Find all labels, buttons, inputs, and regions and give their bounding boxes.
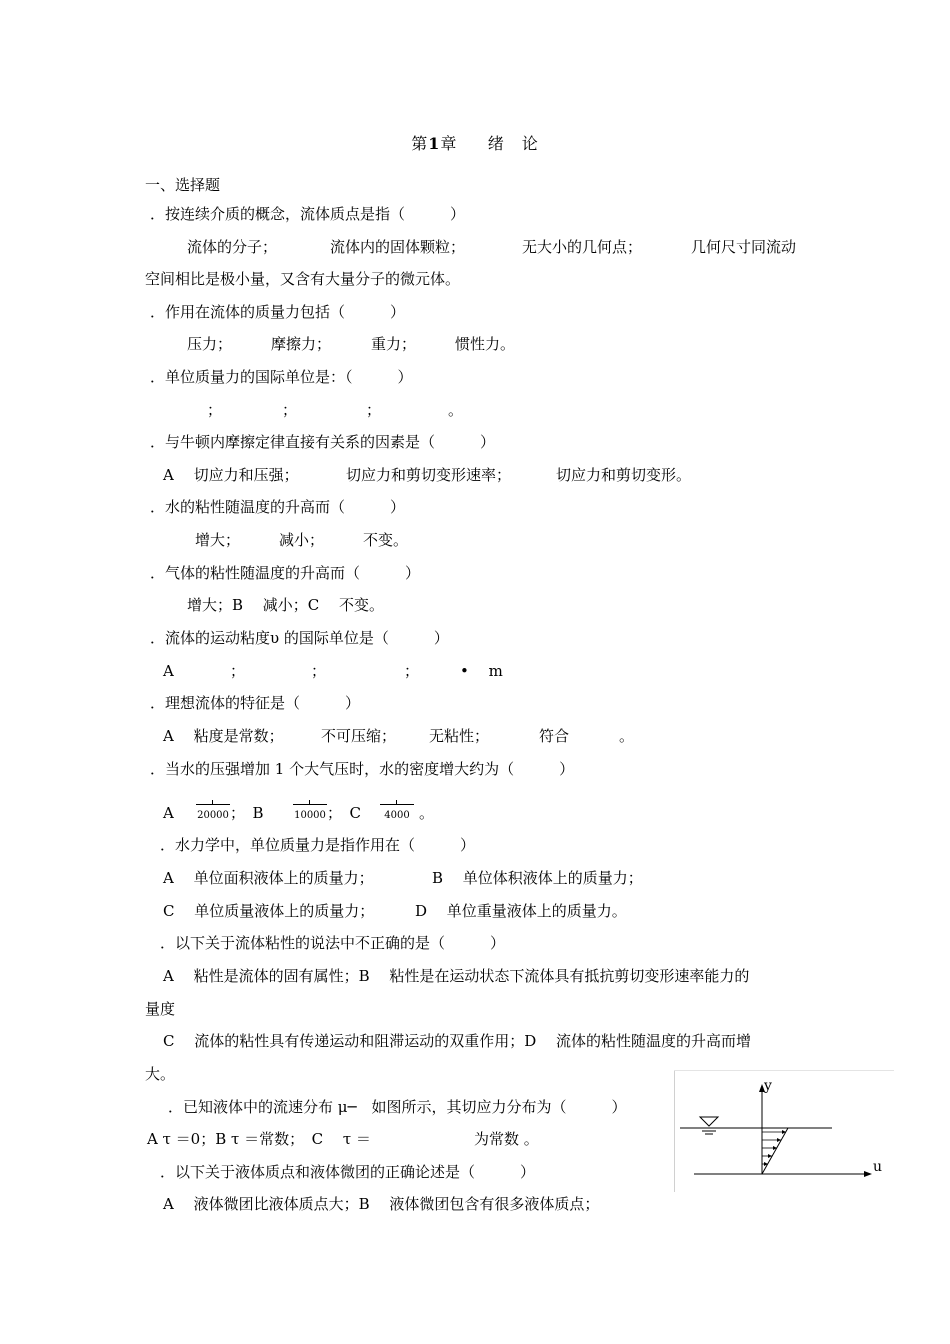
question-9: ．当水的压强增加 1 个大气压时，水的密度增大约为（ ） (150, 760, 575, 778)
q6-options: 增大；B 减小；C 不变。 (187, 596, 385, 614)
q1-option-c: 无大小的几何点； (522, 238, 643, 256)
question-7: ．流体的运动粘度υ 的国际单位是（ ） (150, 629, 449, 647)
q9-end: 。 (419, 804, 435, 822)
q3-sep-1: ； (207, 401, 223, 419)
q8-option-d: 符合 (539, 727, 570, 745)
q9-option-c: ； C (327, 804, 361, 822)
q1-option-a: 流体的分子； (187, 238, 278, 256)
q7-sep-2: ； (311, 662, 327, 680)
question-1: ．按连续介质的概念，流体质点是指（ ） (150, 205, 466, 223)
q4-option-c: 切应力和剪切变形。 (556, 466, 692, 484)
q2-option-c: 重力； (371, 335, 417, 353)
question-2: ．作用在流体的质量力包括（ ） (150, 303, 406, 321)
u-axis-label: u (873, 1159, 883, 1175)
q1-option-d: 几何尺寸同流动 (691, 238, 797, 256)
question-8: ．理想流体的特征是（ ） (150, 694, 361, 712)
q11-options-cd-cont: 大。 (145, 1065, 176, 1083)
q1-option-b: 流体内的固体颗粒； (330, 238, 466, 256)
q7-option-d: • m (460, 662, 503, 680)
q2-option-d: 惯性力。 (455, 335, 516, 353)
q5-option-a: 增大； (195, 531, 241, 549)
q7-sep-1: ； (230, 662, 246, 680)
question-13: ．以下关于液体质点和液体微团的正确论述是（ ） (160, 1163, 536, 1181)
q4-option-a: A 切应力和压强； (163, 466, 299, 484)
chapter-title: 第1章 绪 论 (411, 134, 539, 153)
q2-option-a: 压力； (187, 335, 233, 353)
q13-options: A 液体微团比液体质点大；B 液体微团包含有很多液体质点； (163, 1195, 600, 1213)
section-heading: 一、选择题 (145, 176, 221, 194)
question-10: ．水力学中，单位质量力是指作用在（ ） (160, 836, 476, 854)
q2-option-b: 摩擦力； (271, 335, 332, 353)
q8-option-d-end: 。 (619, 727, 635, 745)
question-3: ．单位质量力的国际单位是：（ ） (150, 368, 413, 386)
question-5: ．水的粘性随温度的升高而（ ） (150, 498, 406, 516)
q10-option-a: A 单位面积液体上的质量力； (163, 869, 374, 887)
q3-sep-4: 。 (448, 401, 464, 419)
q10-option-c: C 单位质量液体上的质量力； (163, 902, 375, 920)
question-4: ．与牛顿内摩擦定律直接有关系的因素是（ ） (150, 433, 496, 451)
velocity-distribution-figure (674, 1070, 894, 1192)
q8-option-a: A 粘度是常数； (163, 727, 284, 745)
question-6: ．气体的粘性随温度的升高而（ ） (150, 564, 421, 582)
q9-option-b: ； B (230, 804, 264, 822)
q8-option-b: 不可压缩； (321, 727, 397, 745)
q5-option-c: 不变。 (363, 531, 409, 549)
q7-sep-3: ； (404, 662, 420, 680)
q3-sep-3: ； (366, 401, 382, 419)
q11-options-cd: C 流体的粘性具有传递运动和阻滞运动的双重作用；D 流体的粘性随温度的升高而增 (163, 1032, 752, 1050)
q12-options-end: 为常数 。 (474, 1130, 539, 1148)
q1-option-d-cont: 空间相比是极小量，又含有大量分子的微元体。 (145, 270, 461, 288)
q10-option-b: B 单位体积液体上的质量力； (432, 869, 643, 887)
q7-option-a: A (163, 662, 174, 680)
q3-sep-2: ； (282, 401, 298, 419)
q12-options: A τ ＝0；B τ ＝常数； C τ ＝ (147, 1130, 371, 1148)
question-11: ．以下关于流体粘性的说法中不正确的是（ ） (160, 934, 506, 952)
question-12: ．已知液体中的流速分布 μ─ 如图所示，其切应力分布为（ ） (168, 1098, 627, 1116)
q11-options-ab-cont: 量度 (145, 1000, 176, 1018)
q8-option-c: 无粘性； (429, 727, 490, 745)
q10-option-d: D 单位重量液体上的质量力。 (415, 902, 627, 920)
q11-options-ab: A 粘性是流体的固有属性；B 粘性是在运动状态下流体具有抵抗剪切变形速率能力的 (163, 967, 750, 985)
q9-option-a: A (163, 804, 174, 822)
q5-option-b: 减小； (279, 531, 325, 549)
y-axis-label: y (764, 1078, 772, 1094)
q4-option-b: 切应力和剪切变形速率； (346, 466, 512, 484)
